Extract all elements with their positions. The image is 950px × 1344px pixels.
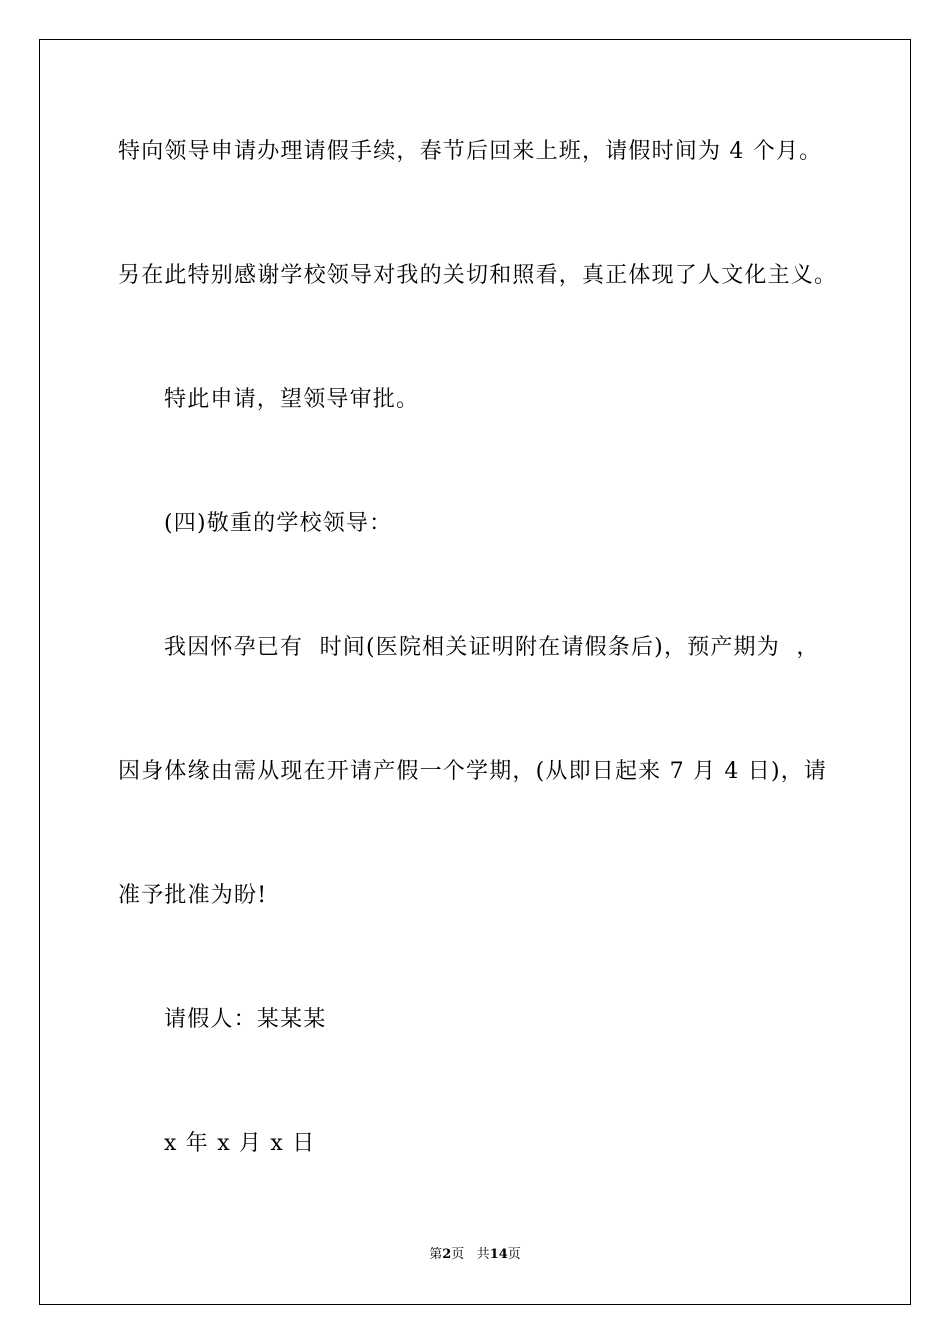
page-number: 2 [442, 1247, 452, 1262]
body-line-7: 准予批准为盼! [118, 883, 268, 908]
page-prefix: 第 [429, 1247, 443, 1262]
date-line: x 年 x 月 x 日 [164, 1131, 316, 1156]
section-heading: (四)敬重的学校领导： [164, 511, 393, 536]
total-pages: 14 [489, 1247, 508, 1262]
signature-line: 请假人：某某某 [164, 1007, 327, 1032]
total-prefix: 共 [476, 1247, 490, 1262]
body-line-5: 我因怀孕已有 时间(医院相关证明附在请假条后)，预产期为 ， [164, 635, 820, 660]
page-footer [0, 1246, 950, 1264]
page-suffix: 页 [451, 1247, 465, 1262]
total-suffix: 页 [507, 1247, 521, 1262]
body-line-1: 特向领导申请办理请假手续，春节后回来上班，请假时间为 4 个月。 [118, 139, 823, 164]
page-border [39, 39, 911, 1305]
body-line-2: 另在此特别感谢学校领导对我的关切和照看，真正体现了人文化主义。 [118, 263, 838, 288]
body-line-3: 特此申请，望领导审批。 [164, 387, 420, 412]
body-line-6: 因身体缘由需从现在开请产假一个学期，(从即日起来 7 月 4 日)，请 [118, 759, 828, 784]
